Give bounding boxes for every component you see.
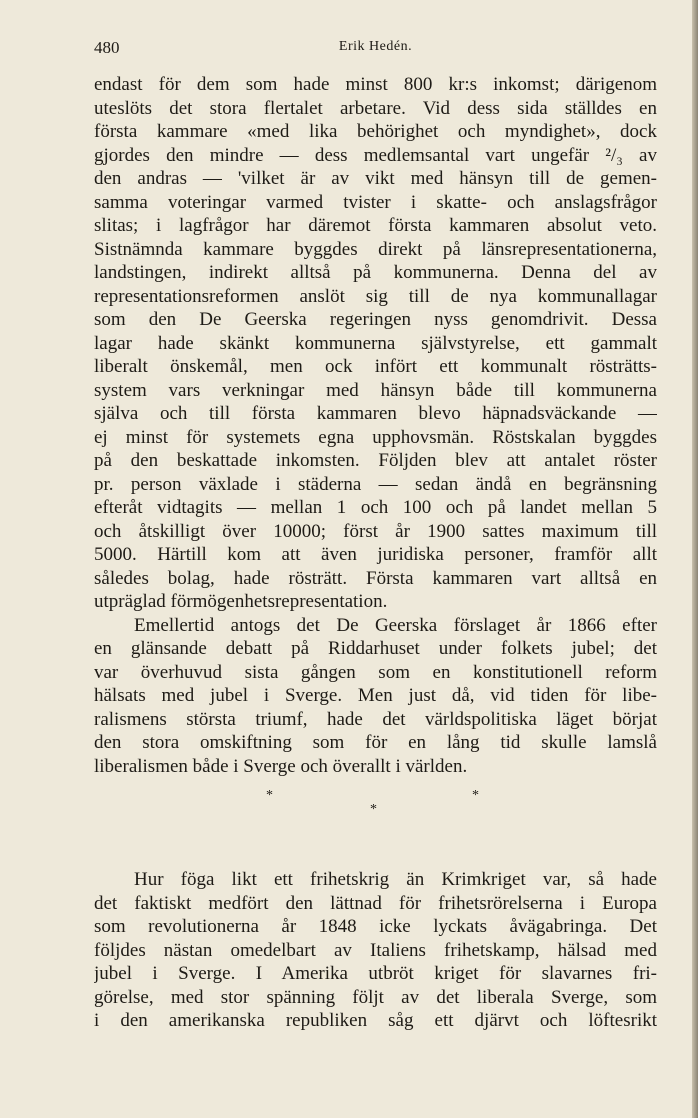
text-line: lagar hade skänkt kommunerna självstyrelse, ett gammalt [94, 332, 657, 354]
text-line: ej minst för systemets egna upphovsmän. Röstskalan byggdes [94, 426, 657, 448]
paragraph-2 [94, 614, 657, 779]
text-line: liberalismen både i Sverge och överallt i världen. [94, 755, 468, 777]
paragraph-1 [94, 73, 657, 614]
text-line: slitas; i lagfrågor har däremot första kammaren absolut veto. [94, 215, 657, 236]
running-head: Erik Hedén. [338, 39, 413, 54]
text-line: första kammare «med lika behörighet och myndighet», dock [94, 121, 657, 142]
text-line: i den amerikanska republiken såg ett djärvt och löftesrikt [94, 1010, 657, 1031]
text-line: den stora omskiftning som för en lång tid skulle lamslå [94, 732, 657, 753]
text-line: den andras — 'vilket är av vikt med hänsyn till de gemen- [94, 168, 657, 189]
text-line: 5000. Härtill kom att även juridiska personer, framför allt [94, 544, 657, 565]
text-line: liberalt önskemål, men ock infört ett kommunalt rösträtts- [94, 356, 657, 377]
text-line: och åtskilligt över 10000; först år 1900 sattes maximum till [94, 520, 657, 542]
text-line: endast för dem som hade minst 800 kr:s inkomst; därigenom [94, 74, 657, 95]
text-line: jubel i Sverge. I Amerika utbröt kriget för slavarnes fri- [94, 963, 657, 984]
text-line: system vars verkningar med hänsyn både till kommunerna [94, 379, 657, 401]
spacer [94, 836, 657, 868]
asterisk: * [472, 788, 479, 803]
asterisk: * [266, 788, 273, 803]
text-line: representationsreformen anslöt sig till de nya kommunallagar [94, 285, 657, 307]
text-line: Hur föga likt ett frihetskrig än Krimkriget var, så hade [134, 869, 657, 890]
text-line: efteråt vidtagits — mellan 1 och 100 och på landet mellan 5 [94, 497, 657, 518]
text-line: som den De Geerska regeringen nyss genomdrivit. Dessa [94, 309, 657, 330]
body-text [94, 73, 657, 1033]
page-number: 480 [94, 38, 120, 57]
text-line: hälsats med jubel i Sverge. Men just då, vid tiden för libe- [94, 685, 657, 706]
page-edge [692, 0, 698, 1118]
text-line: själva och till första kammaren blevo häpnadsväckande — [94, 403, 657, 424]
text-line: görelse, med stor spänning följt av det liberala Sverge, som [94, 986, 657, 1008]
text-line: följdes nästan omedelbart av Italiens frihetskamp, hälsad med [94, 939, 657, 961]
text-line: utpräglad förmögenhetsrepresentation. [94, 591, 388, 612]
text-line: var överhuvud sista gången som en konstitutionell reform [94, 661, 657, 683]
page-header [94, 38, 657, 58]
text-line: det faktiskt medfört den lättnad för frihetsrörelserna i Europa [94, 892, 657, 914]
text-line: således bolag, hade rösträtt. Första kammaren vart alltså en [94, 567, 657, 589]
text-line: ralismens största triumf, hade det världspolitiska läget börjat [94, 708, 657, 730]
text-line: på den beskattade inkomsten. Följden blev att antalet röster [94, 450, 657, 471]
text-line: samma voteringar varmed tvister i skatte- och anslagsfrågor [94, 191, 657, 213]
text-line: gjordes den mindre — dess medlemsantal vart ungefär ²/₃ av [94, 144, 657, 166]
text-line: Sistnämnda kammare byggdes direkt på länsrepresentationerna, [94, 238, 657, 260]
section-separator [94, 778, 657, 836]
text-line: Emellertid antogs det De Geerska förslaget år 1866 efter [134, 614, 657, 636]
text-line: uteslöts det stora flertalet arbetare. Vid dess sida ställdes en [94, 97, 657, 119]
text-line: som revolutionerna år 1848 icke lyckats åvägabringa. Det [94, 916, 657, 937]
text-line: landstingen, indirekt alltså på kommunerna. Denna del av [94, 262, 657, 283]
paragraph-3 [94, 868, 657, 1033]
text-line: pr. person växlade i städerna — sedan ändå en begränsning [94, 473, 657, 495]
asterisk: * [370, 802, 377, 817]
text-line: en glänsande debatt på Riddarhuset under folkets jubel; det [94, 638, 657, 659]
